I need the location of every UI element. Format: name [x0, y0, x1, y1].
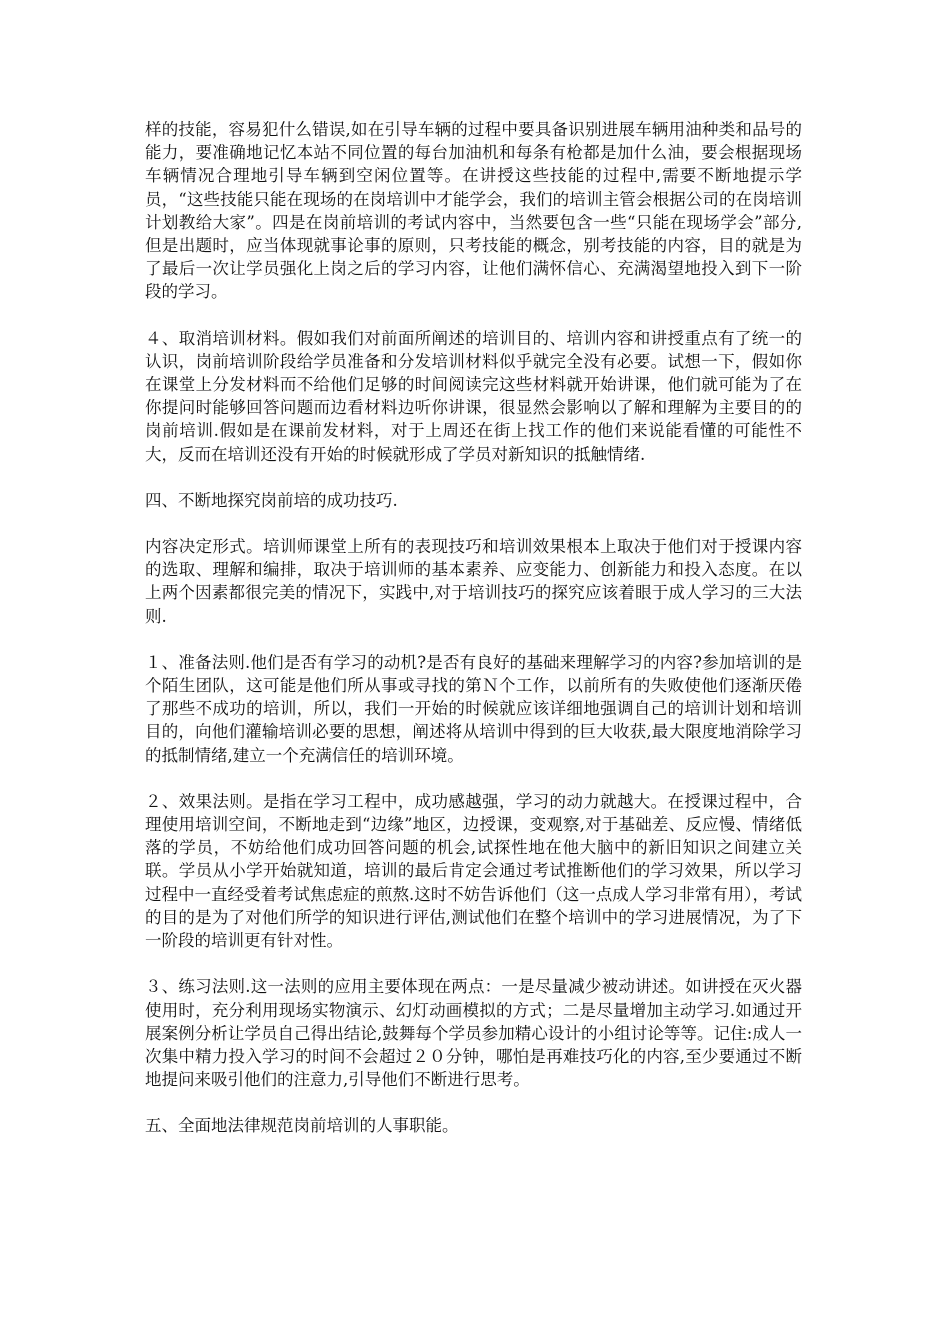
- document-page: [145, 118, 802, 1161]
- body-paragraph-content-form: 内容决定形式。培训师课堂上所有的表现技巧和培训效果根本上取决于他们对于授课内容的选取、理解和编排，取决于培训师的基本素养、应变能力、创新能力和投入态度。在以上两个因素都很完美的情况下，实践中,对于培训技巧的探究应该着眼于成人学习的三大法则.: [145, 537, 802, 626]
- body-paragraph-readiness-rule: １、准备法则.他们是否有学习的动机?是否有良好的基础来理解学习的内容?参加培训的是个陌生团队，这可能是他们所从事或寻找的第Ｎ个工作，以前所有的失败使他们逐渐厌倦了那些不成功的培训，所以，我们一开始的时候就应该详细地强调自己的培训计划和培训目的，向他们灌输培训必要的思想，阐述将从培训中得到的巨大收获,最大限度地消除学习的抵制情绪,建立一个充满信任的培训环境。: [145, 652, 802, 765]
- body-paragraph-skills: 样的技能，容易犯什么错误,如在引导车辆的过程中要具备识别进展车辆用油种类和品号的能力，要准确地记忆本站不同位置的每台加油机和每条有枪都是加什么油，要会根据现场车辆情况合理地引导车辆到空闲位置等。在讲授这些技能的过程中,需要不断地提示学员，“这些技能只能在现场的在岗培训中才能学会，我们的培训主管会根据公司的在岗培训计划教给大家”。四是在岗前培训的考试内容中，当然要包含一些“只能在现场学会”部分,但是出题时，应当体现就事论事的原则，只考技能的概念，别考技能的内容，目的就是为了最后一次让学员强化上岗之后的学习内容，让他们满怀信心、充满渴望地投入到下一阶段的学习。: [145, 120, 802, 302]
- section-heading-4: 四、不断地探究岗前培的成功技巧.: [145, 490, 398, 510]
- section-heading-5: 五、全面地法律规范岗前培训的人事职能。: [145, 1116, 459, 1136]
- body-paragraph-practice-rule: ３、练习法则.这一法则的应用主要体现在两点：一是尽量减少被动讲述。如讲授在灭火器使用时，充分利用现场实物演示、幻灯动画模拟的方式；二是尽量增加主动学习.如通过开展案例分析让学员自己得出结论,鼓舞每个学员参加精心设计的小组讨论等等。记住:成人一次集中精力投入学习的时间不会超过２０分钟，哪怕是再难技巧化的内容,至少要通过不断地提问来吸引他们的注意力,引导他们不断进行思考。: [145, 977, 802, 1090]
- body-paragraph-cancel-materials: ４、取消培训材料。假如我们对前面所阐述的培训目的、培训内容和讲授重点有了统一的认识，岗前培训阶段给学员准备和分发培训材料似乎就完全没有必要。试想一下，假如你在课堂上分发材料而不给他们足够的时间阅读完这些材料就开始讲课，他们就可能为了在你提问时能够回答问题而边看材料边听你讲课，很显然会影响以了解和理解为主要目的的岗前培训.假如是在课前发材料，对于上周还在街上找工作的他们来说能看懂的可能性不大，反而在培训还没有开始的时候就形成了学员对新知识的抵触情绪.: [145, 328, 802, 464]
- body-paragraph-effect-rule: ２、效果法则。是指在学习工程中，成功感越强，学习的动力就越大。在授课过程中，合理使用培训空间，不断地走到“边缘”地区，边授课，变观察,对于基础差、反应慢、情绪低落的学员，不妨给他们成功回答问题的机会,试探性地在他大脑中的新旧知识之间建立关联。学员从小学开始就知道，培训的最后肯定会通过考试推断他们的学习效果，所以学习过程中一直经受着考试焦虑症的煎熬.这时不妨告诉他们（这一点成人学习非常有用），考试的目的是为了对他们所学的知识进行评估,测试他们在整个培训中的学习进展情况，为了下一阶段的培训更有针对性。: [145, 791, 802, 951]
